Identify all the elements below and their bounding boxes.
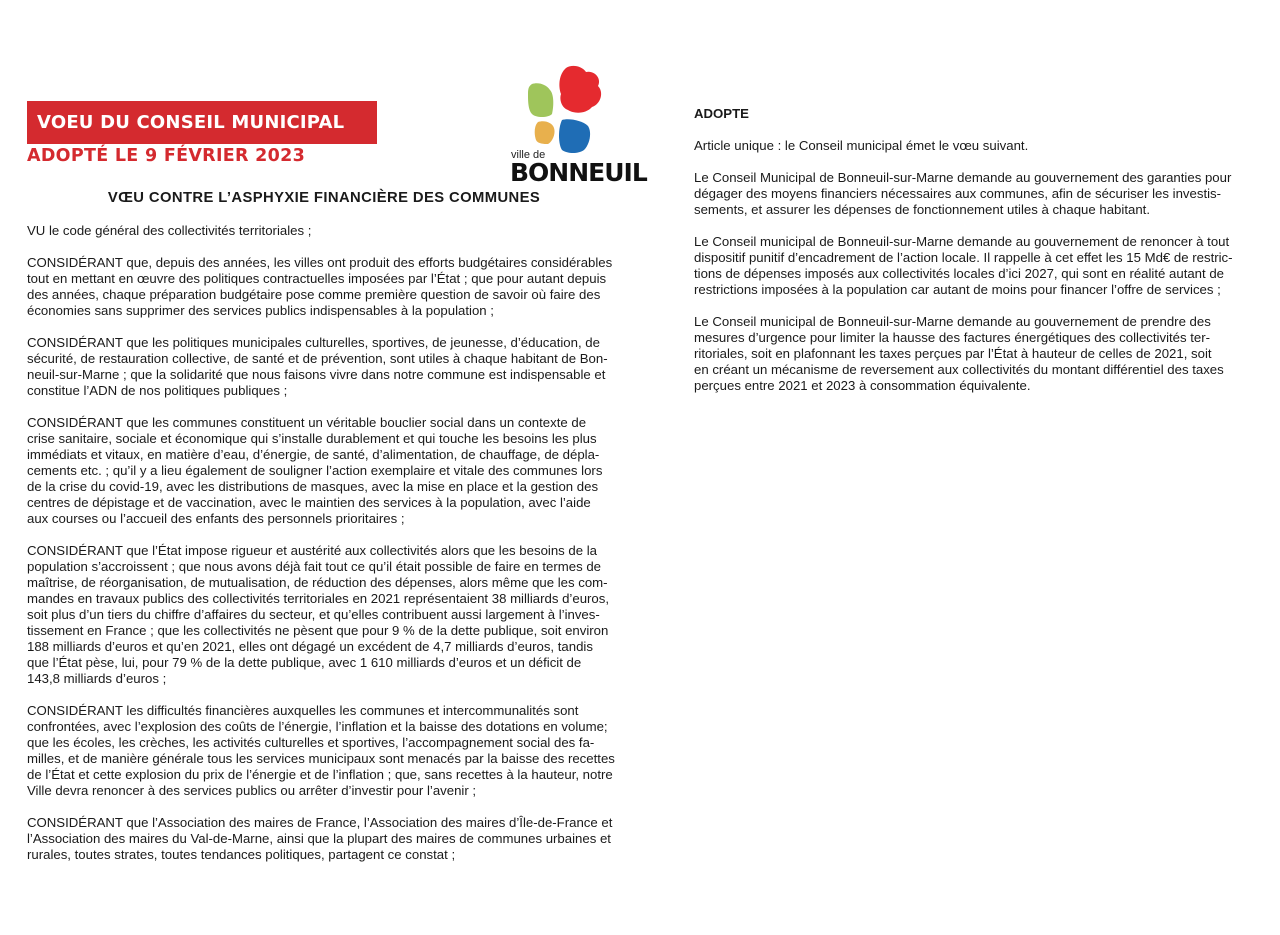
right-column bbox=[694, 106, 1254, 410]
paragraph-considerant-5: CONSIDÉRANT les difficultés financières auxquelles les communes et intercommunalités sont confrontées, avec l’explosion des coûts de l’énergie, l’inflation et la baisse des dotations en volume; que les écoles, les crèches, les activités culturelles et sportives, l’accompagnement social des fa- milles, et de manière générale tous les services municipaux sont menacés par la baisse des recettes de l’État et cette explosion du prix de l’énergie et de l’inflation ; que, sans recettes à la hauteur, notre Ville devra renoncer à des services publics ou arrêter d’investir pour l’avenir ; bbox=[27, 703, 615, 798]
article-unique: Article unique : le Conseil municipal émet le vœu suivant. bbox=[694, 138, 1029, 153]
demand-paragraph-1: Le Conseil Municipal de Bonneuil-sur-Marne demande au gouvernement des garanties pour dégager des moyens financiers nécessaires aux communes, afin de sécuriser les investis- sements, et assurer les dépenses de fonctionnement utiles à chaque habitant. bbox=[694, 170, 1232, 217]
logo-yellow-petal bbox=[535, 121, 555, 144]
logo-flower-icon bbox=[508, 64, 624, 154]
paragraph-vu: VU le code général des collectivités territoriales ; bbox=[27, 223, 312, 238]
paragraph-considerant-6: CONSIDÉRANT que l’Association des maires de France, l’Association des maires d’Île-de-France et l’Association des maires du Val-de-Marne, ainsi que la plupart des maires de communes urbaines et rurales, toutes strates, toutes tendances politiques, partagent ce constat ; bbox=[27, 815, 613, 862]
logo-small-text: ville de bbox=[511, 149, 546, 161]
paragraph-considerant-3: CONSIDÉRANT que les communes constituent un véritable bouclier social dans un contexte de crise sanitaire, sociale et économique qui s’installe durablement et qui touche les besoins les plus immédiats et vitaux, en matière d’eau, d’énergie, de santé, d’alimentation, de chauffage, de dépla- cements etc. ; qu’il y a lieu également de souligner l’action exemplaire et vitale des communes lors de la crise du covid-19, avec les distributions de masques, avec la mise en place et la gestion des centres de dépistage et de vaccination, avec le maintien des services à la population, avec l’aide aux courses ou l’accueil des enfants des personnels prioritaires ; bbox=[27, 415, 603, 526]
adoption-date: ADOPTÉ LE 9 FÉVRIER 2023 bbox=[27, 146, 306, 166]
logo-green-petal bbox=[528, 83, 553, 117]
demand-paragraph-3: Le Conseil municipal de Bonneuil-sur-Marne demande au gouvernement de prendre des mesures d’urgence pour limiter la hausse des factures énergétiques des collectivités ter- ritoriales, soit en plafonnant les taxes perçues par l’État à hauteur de celles de 2021, soit en créant un mécanisme de reversement aux collectivités du montant différentiel des taxes perçues entre 2021 et 2023 à consommation équivalente. bbox=[694, 314, 1224, 393]
demand-paragraph-2: Le Conseil municipal de Bonneuil-sur-Marne demande au gouvernement de renoncer à tout dispositif punitif d’encadrement de l’action locale. Il rappelle à cet effet les 15 Md€ de restric- tions de dépenses imposés aux collectivités locales d’ici 2027, qui sont en réalité autant de restrictions imposées à la population car autant de moins pour financer l’offre de services ; bbox=[694, 234, 1233, 297]
document-type-banner: VOEU DU CONSEIL MUNICIPAL bbox=[27, 101, 377, 144]
paragraph-considerant-4: CONSIDÉRANT que l’État impose rigueur et austérité aux collectivités alors que les besoins de la population s’accroissent ; que nous avons déjà fait tout ce qu’il était possible de faire en termes de maîtrise, de réorganisation, de mutualisation, de réduction des dépenses, alors même que les com- mandes en travaux publics des collectivités territoriales en 2021 représentaient 38 milliards d’euros, soit plus d’un tiers du chiffre d’affaires du secteur, et qu’elles contribuent aussi largement à l’inves- tissement en France ; que les collectivités ne pèsent que pour 9 % de la dette publique, soit environ 188 milliards d’euros et qu’en 2021, elles ont dégagé un excédent de 4,7 milliards d’euros, tandis que l’État pèse, lui, pour 79 % de la dette publique, avec 1 610 milliards d’euros et un déficit de 143,8 milliards d’euros ; bbox=[27, 543, 610, 686]
adopte-heading: ADOPTE bbox=[694, 106, 749, 121]
logo-red-petal bbox=[559, 66, 601, 113]
paragraph-considerant-2: CONSIDÉRANT que les politiques municipales culturelles, sportives, de jeunesse, d’éducation, de sécurité, de restauration collective, de santé et de prévention, sont utiles à chaque habitant de Bon- neuil-sur-Marne ; que la solidarité que nous faisons vivre dans notre commune est indispensable et constitue l’ADN de nos politiques publiques ; bbox=[27, 335, 608, 398]
bonneuil-logo bbox=[508, 64, 647, 190]
left-column bbox=[27, 223, 627, 879]
paragraph-considerant-1: CONSIDÉRANT que, depuis des années, les villes ont produit des efforts budgétaires considérables tout en mettant en œuvre des politiques contractuelles imposées par l’État ; que pour autant depuis des années, chaque préparation budgétaire pose comme première question de savoir où faire des économies sans supprimer des services publics indispensables à la population ; bbox=[27, 255, 613, 318]
logo-blue-petal bbox=[559, 119, 590, 153]
document-title: VŒU CONTRE L’ASPHYXIE FINANCIÈRE DES COMMUNES bbox=[107, 190, 541, 206]
logo-wordmark: BONNEUIL bbox=[510, 158, 647, 187]
